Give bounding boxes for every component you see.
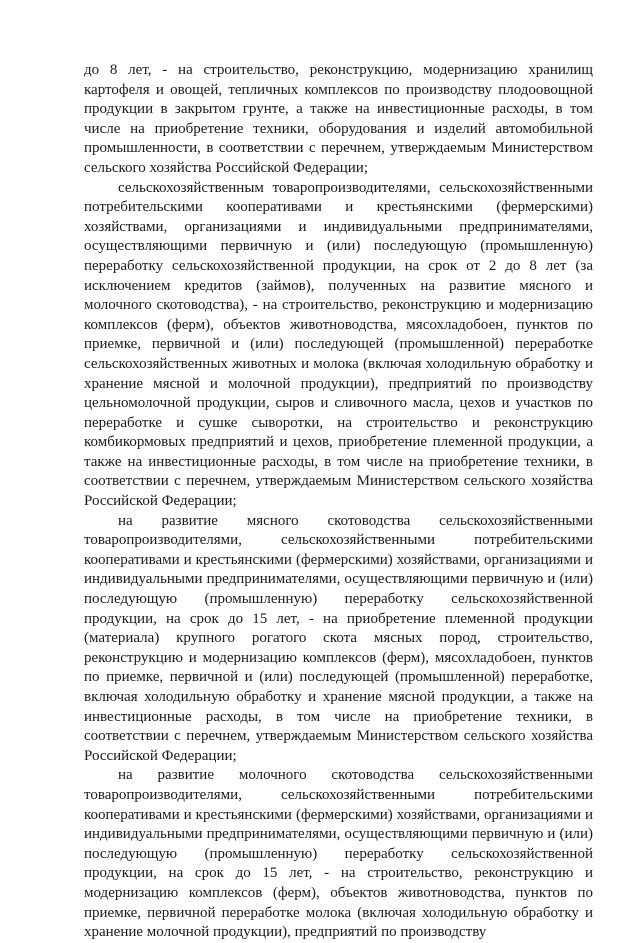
paragraph-dairy-cattle: на развитие молочного скотоводства сельскохозяйственными товаропроизводителями, сельскохозяйственными потребительскими кооперативами и крестьянскими (фермерскими) хозяйствами, организациями и индивидуальными предпринимателями, осуществляющими первичную и (или) последующую (промышленную) переработку сельскохозяйственной продукции, на срок до 15 лет, - на строительство, реконструкцию и модернизацию комплексов (ферм), объектов животноводства, пунктов по приемке, первичной переработке молока (включая холодильную обработку и хранение молочной продукции), предприятий по производству [84, 767, 593, 941]
paragraph-agricultural-producers: сельскохозяйственным товаропроизводителями, сельскохозяйственными потребительскими кооперативами и крестьянскими (фермерскими) хозяйствами, организациями и индивидуальными предпринимателями, осуществляющими первичную и (или) последующую (промышленную) переработку сельскохозяйственной продукции, на срок от 2 до 8 лет (за исключением кредитов (займов), полученных на развитие мясного и молочного скотоводства), - на строительство, реконструкцию и модернизацию комплексов (ферм), объектов животноводства, мясохладобоен, пунктов по приемке, первичной и (или) последующей (промышленной) переработке сельскохозяйственных животных и молока (включая холодильную обработку и хранение мясной и молочной продукции), предприятий по производству цельномолочной продукции, сыров и сливочного масла, цехов и участков по переработке и сушке сыворотки, на строительство и реконструкцию комбикормовых предприятий и цехов, приобретение племенной продукции, а также на инвестиционные расходы, в том числе на приобретение техники, в соответствии с перечнем, утверждаемым Министерством сельского хозяйства Российской Федерации; [84, 179, 593, 510]
paragraph-beef-cattle: на развитие мясного скотоводства сельскохозяйственными товаропроизводителями, сельскохозяйственными потребительскими кооперативами и крестьянскими (фермерскими) хозяйствами, организациями и индивидуальными предпринимателями, осуществляющими первичную и (или) последующую (промышленную) переработку сельскохозяйственной продукции, на срок до 15 лет, - на приобретение племенной продукции (материала) крупного рогатого скота мясных пород, строительство, реконструкцию и модернизацию комплексов (ферм), мясохладобоен, пунктов по приемке, первичной и (или) последующей (промышленной) переработке, включая холодильную обработку и хранение мясной продукции, а также на инвестиционные расходы, в том числе на приобретение техники, в соответствии с перечнем, утверждаемым Министерством сельского хозяйства Российской Федерации; [84, 512, 593, 764]
document-body [84, 61, 593, 943]
paragraph-continuation: до 8 лет, - на строительство, реконструкцию, модернизацию хранилищ картофеля и овощей, тепличных комплексов по производству плодоовощной продукции в закрытом грунте, а также на инвестиционные расходы, в том числе на приобретение техники, оборудования и изделий автомобильной промышленности, в соответствии с перечнем, утверждаемым Министерством сельского хозяйства Российской Федерации; [84, 62, 593, 176]
